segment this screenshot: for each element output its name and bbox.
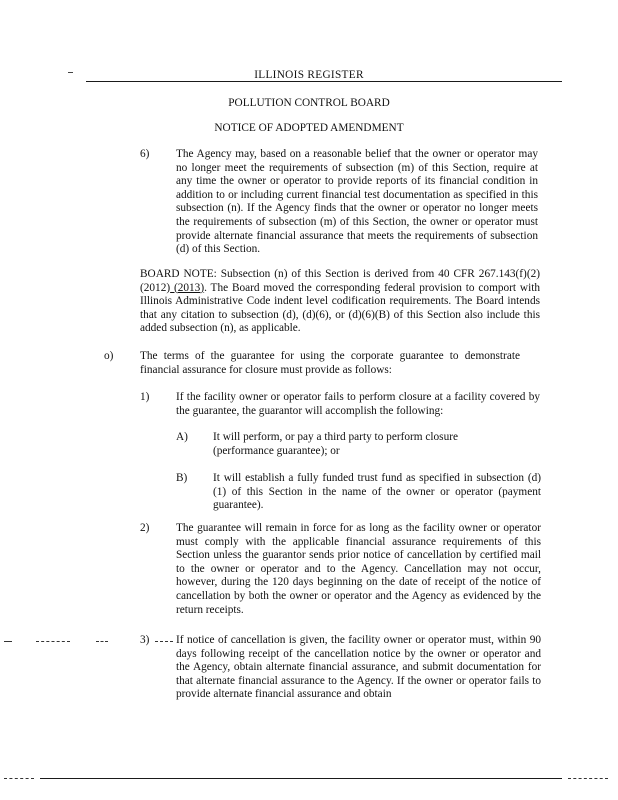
item-o3-leader [155, 641, 173, 642]
item-o3-label: 3) [140, 634, 150, 646]
item-6-label: 6) [140, 148, 150, 160]
item-A-text: It will perform, or pay a third party to perform closure (performance guarantee); or [213, 431, 459, 457]
register-title: ILLINOIS REGISTER [254, 69, 364, 81]
footer-rule-dash [4, 778, 34, 779]
margin-mark-left [4, 641, 12, 642]
footer-rule [40, 778, 562, 779]
board-note [140, 268, 540, 336]
item-o-text: The terms of the guarantee for using the corporate guarantee to demonstrate financial assurance for closure must provide as follows: [140, 350, 520, 376]
item-6-text: The Agency may, based on a reasonable belief that the owner or operator may no longer meet the requirements of subsection (m) of this Section, require at any time the owner or operator to provide reports of its financial condition in addition to or including current financial test documentation as specified in this subsection (n). If the Agency finds that the owner or operator no longer meets the requirements of subsection (m) of this Section, the owner or operator must provide alternate financial assurance that meets the requirements of subsection (d) of this Section. [176, 148, 538, 256]
item-B-label: B) [176, 472, 188, 484]
item-o2-label: 2) [140, 522, 150, 534]
board-note-prefix: BOARD NOTE: Subsection (n) of this Section is derived from 40 CFR 267.143(f)(2) (2012) [140, 268, 540, 294]
item-o1-text: If the facility owner or operator fails to perform closure at a facility covered by the guarantee, the guarantor will accomplish the following: [176, 391, 540, 417]
item-A-label: A) [176, 431, 188, 443]
item-o1-label: 1) [140, 391, 150, 403]
notice-title: NOTICE OF ADOPTED AMENDMENT [214, 122, 404, 134]
board-title: POLLUTION CONTROL BOARD [228, 97, 390, 109]
item-B-text: It will establish a fully funded trust fund as specified in subsection (d)(1) of this Section in the name of the owner or operator (payment guarantee). [213, 472, 541, 512]
board-note-suffix: . The Board moved the corresponding federal provision to comport with Illinois Administrative Code indent level codification requirements. The Board intends that any citation to subsection (d), (d)(6), or (d)(6)(B) of this Section also include this added subsection (n), as applicable. [140, 281, 540, 335]
item-o-label: o) [104, 350, 114, 362]
footer-rule-dash-right [568, 778, 608, 779]
margin-dash-1 [36, 641, 70, 642]
item-o3-text: If notice of cancellation is given, the facility owner or operator must, within 90 days following receipt of the cancellation notice by the owner or operator and the Agency, obtain alternate financial assurance, and submit documentation for that alternate financial assurance to the Agency. If the owner or operator fails to provide alternate financial assurance and obtain [176, 634, 541, 701]
board-note-inserted: (2013) [170, 281, 205, 294]
margin-dash-2 [96, 641, 108, 642]
item-o2-text: The guarantee will remain in force for as long as the facility owner or operator must comply with the applicable financial assurance requirements of this Section unless the guarantor sends prior notice of cancellation by certified mail to the owner or operator and to the Agency. Cancellation may not occur, however, during the 120 days beginning on the date of receipt of the notice of cancellation by both the owner or operator and the Agency as evidenced by the return receipts. [176, 522, 541, 616]
